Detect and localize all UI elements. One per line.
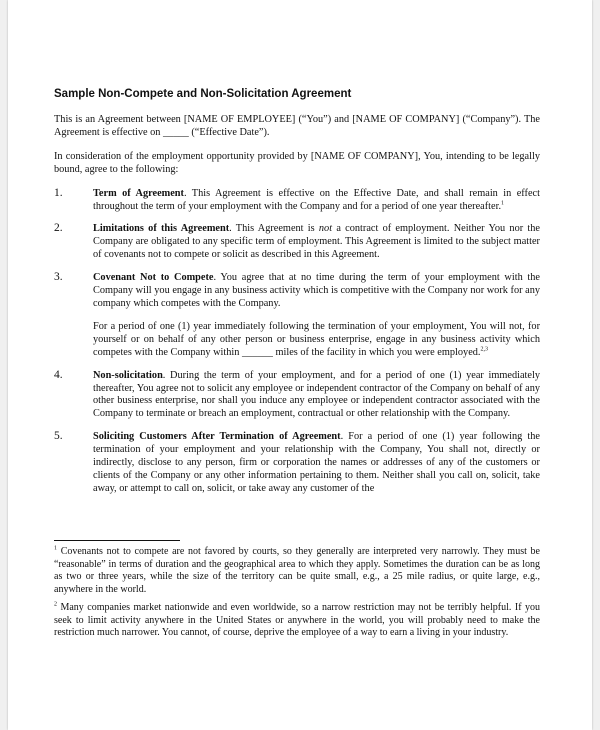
clause-text xyxy=(93,370,540,422)
clause-heading: Covenant Not to Compete xyxy=(93,272,214,284)
emphasis: not xyxy=(318,223,333,235)
clause-3 xyxy=(54,272,540,359)
clause-heading: Limitations of this Agreement xyxy=(93,223,230,235)
clause-body: . This Agreement is effective on the Effective Date, and shall remain in effect throughout the term of your employment with the Company and for a period of one year thereafter. xyxy=(93,187,540,212)
clause-body-cont: a contract of employment. Neither You nor the Company are obligated to any specific term of employment. This Agreement is limited to the subject matter of covenants not to compete or solicit as described in this Agreement. xyxy=(93,223,540,261)
footnote-1 xyxy=(54,546,540,596)
consideration-paragraph: In consideration of the employment opportunity provided by [NAME OF COMPANY], You, intending to be legally bound, agree to the following: xyxy=(54,150,540,175)
clause-body: . You agree that at no time during the term of your employment with the Company will you engage in any business activity which is competitive with the Company nor work for any company which competes with the Company. xyxy=(93,272,540,309)
clause-4 xyxy=(54,370,540,422)
clause-number: 1. xyxy=(54,186,63,199)
footnote-separator xyxy=(54,540,180,541)
footnote-2 xyxy=(54,602,540,640)
document-page xyxy=(8,0,592,730)
clause-body: . This Agreement is xyxy=(229,223,319,235)
document-title: Sample Non-Compete and Non-Solicitation Agreement xyxy=(54,88,352,100)
clause-heading: Soliciting Customers After Termination of Agreement xyxy=(93,431,341,443)
clause-heading: Non-solicitation xyxy=(93,369,163,381)
footnotes xyxy=(54,546,540,646)
clause-5 xyxy=(54,431,540,496)
clause-number: 3. xyxy=(54,271,63,284)
clause-2 xyxy=(54,223,540,262)
clause-number: 4. xyxy=(54,368,63,381)
clause-1 xyxy=(54,188,540,214)
clause-subparagraph xyxy=(93,321,540,360)
clause-text xyxy=(93,188,540,214)
footnote-ref: 1 xyxy=(501,200,505,207)
clause-body: . During the term of your employment, and for a period of one (1) year immediately thereafter, You agree not to solicit any employee or independent contractor of the Company on behalf of any other business enterprise, nor shall you induce any employee or independent contractor associated with the Company to terminate or breach an employment, contractual or other relationship with the Company. xyxy=(93,369,540,420)
clause-text xyxy=(93,431,540,496)
footnote-text: Many companies market nationwide and even worldwide, so a narrow restriction may not be terribly helpful. If you seek to limit activity anywhere in the United States or anywhere in the world, you will probably need to make the restriction much narrower. You cannot, of course, deprive the employee of a way to earn a living in your industry. xyxy=(54,602,540,638)
clause-heading: Term of Agreement xyxy=(93,187,184,199)
footnote-mark: 1 xyxy=(54,545,57,552)
clause-number: 2. xyxy=(54,222,63,235)
footnote-mark: 2 xyxy=(54,601,57,608)
intro-paragraph: This is an Agreement between [NAME OF EMPLOYEE] (“You”) and [NAME OF COMPANY] (“Company”). The Agreement is effective on _____ (“Effective Date”). xyxy=(54,114,540,138)
clause-text xyxy=(93,272,540,311)
clause-text xyxy=(93,223,540,262)
footnote-text: Covenants not to compete are not favored by courts, so they generally are interpreted very narrowly. They must be “reasonable” in terms of duration and the geographical area to which they apply. Sometimes the duration can be as long as two or three years, while the size of the territory can be quite small, e.g., a 25 mile radius, or quite large, e.g., anywhere in the world. xyxy=(54,546,540,595)
clause-number: 5. xyxy=(54,430,63,443)
document-body xyxy=(54,88,540,506)
footnote-ref: 2,3 xyxy=(480,346,488,353)
clause-body: . For a period of one (1) year following the termination of your employment and your relationship with the Company, You shall not, directly or indirectly, disclose to any person, firm or corporation the names or addresses of any of the customers or clients of the Company or any other information pertaining to them. Neither shall you call on, solicit, take away, or attempt to call on, solicit, or take away any customer of the xyxy=(93,431,540,494)
clause-body: For a period of one (1) year immediately following the termination of your employment, You will not, for yourself or on behalf of any other person or business enterprise, engage in any business activity which competes with the Company within ______ miles of the facility in which you were employed. xyxy=(93,320,540,358)
